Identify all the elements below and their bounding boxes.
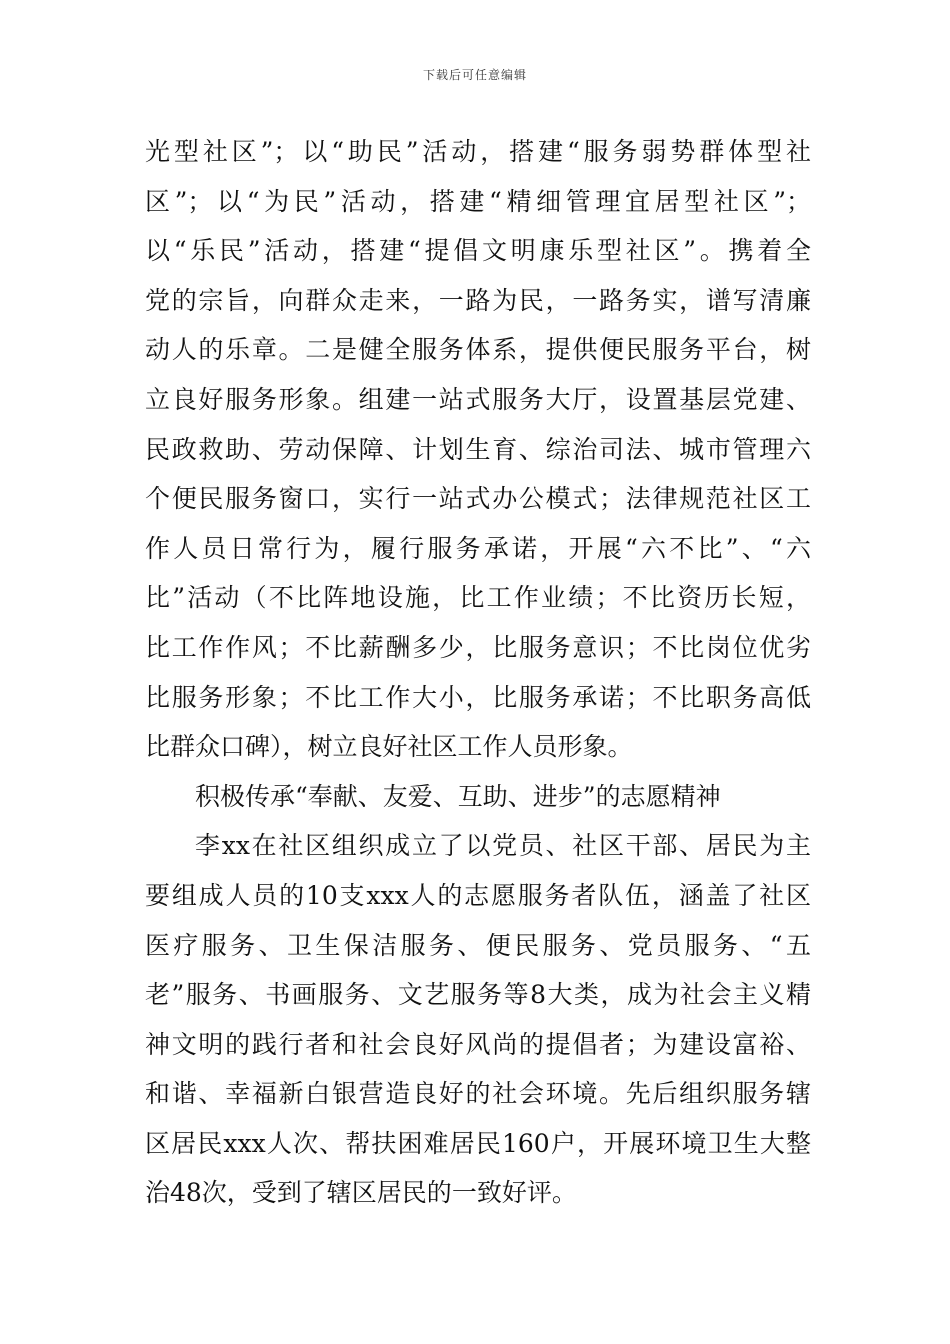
section-heading: 积极传承“奉献、友爱、互助、进步”的志愿精神 xyxy=(195,781,721,811)
page-header: 下载后可任意编辑 xyxy=(422,68,527,82)
text-line: 以“乐民”活动，搭建“提倡文明康乐型社区”。携着全 xyxy=(145,236,811,266)
text-line: 比”活动（不比阵地设施，比工作业绩；不比资历长短， xyxy=(145,583,811,613)
body-text xyxy=(145,127,811,1218)
text-line: 要组成人员的10支xxx人的志愿服务者队伍，涵盖了社区 xyxy=(145,880,811,910)
text-line: 比服务形象；不比工作大小，比服务承诺；不比职务高低 xyxy=(145,682,811,712)
text-line: 作人员日常行为，履行服务承诺，开展“六不比”、“六 xyxy=(145,533,811,563)
text-line: 老”服务、书画服务、文艺服务等8大类，成为社会主义精 xyxy=(145,980,811,1010)
text-line: 李xx在社区组织成立了以党员、社区干部、居民为主 xyxy=(195,831,811,861)
text-line: 个便民服务窗口，实行一站式办公模式；法律规范社区工 xyxy=(145,484,811,514)
text-line: 立良好服务形象。组建一站式服务大厅，设置基层党建、 xyxy=(145,384,811,414)
text-line: 光型社区”；以“助民”活动，搭建“服务弱势群体型社 xyxy=(145,137,811,166)
text-line: 党的宗旨，向群众走来，一路为民，一路务实，谱写清廉 xyxy=(145,285,811,315)
text-line: 比群众口碑），树立良好社区工作人员形象。 xyxy=(145,732,633,762)
text-line: 民政救助、劳动保障、计划生育、综治司法、城市管理六 xyxy=(145,434,811,464)
text-line: 比工作作风；不比薪酬多少，比服务意识；不比岗位优劣 xyxy=(145,632,811,662)
text-line: 动人的乐章。二是健全服务体系，提供便民服务平台，树 xyxy=(145,335,811,365)
text-line: 区居民xxx人次、帮扶困难居民160户，开展环境卫生大整 xyxy=(145,1128,811,1158)
text-line: 区”；以“为民”活动，搭建“精细管理宜居型社区”； xyxy=(145,186,811,216)
text-line: 和谐、幸福新白银营造良好的社会环境。先后组织服务辖 xyxy=(145,1079,811,1109)
text-line: 神文明的践行者和社会良好风尚的提倡者；为建设富裕、 xyxy=(145,1029,811,1059)
text-line: 医疗服务、卫生保洁服务、便民服务、党员服务、“五 xyxy=(145,930,811,960)
text-line: 治48次，受到了辖区居民的一致好评。 xyxy=(145,1178,577,1208)
